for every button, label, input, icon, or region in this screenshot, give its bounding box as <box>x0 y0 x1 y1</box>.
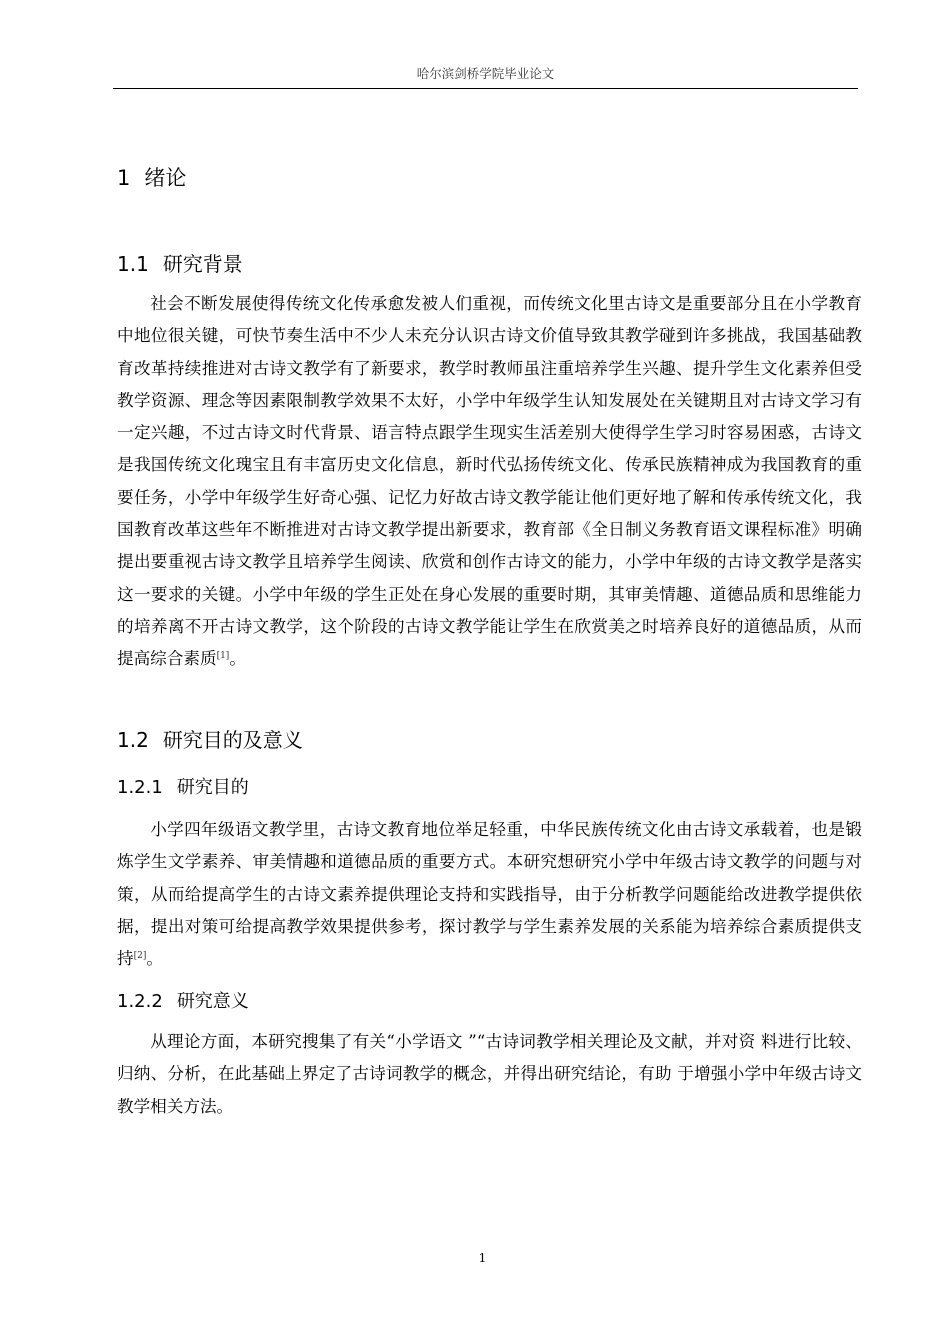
citation: [2] <box>133 951 147 962</box>
paragraph-end: 。 <box>229 649 246 669</box>
paragraph-text: 社会不断发展使得传统文化传承愈发被人们重视，而传统文化里古诗文是重要部分且在小学教育中地位很关键，可快节奏生活中不少人未充分认识古诗文价值导致其教学碰到许多挑战，我国基础教育改革持续推进对古诗文教学有了新要求，教学时教师虽注重培养学生兴趣、提升学生文化素养但受教学资源、理念等因素限制教学效果不太好，小学中年级学生认知发展处在关键期且对古诗文学习有一定兴趣，不过古诗文时代背景、语言特点跟学生现实生活差别大使得学生学习时容易困惑，古诗文是我国传统文化瑰宝且有丰富历史文化信息，新时代弘扬传统文化、传承民族精神成为我国教育的重要任务，小学中年级学生好奇心强、记忆力好故古诗文教学能让他们更好地了解和传承传统文化，我国教育改革这些年不断推进对古诗文教学提出新要求，教育部《全日制义务教育语文课程标准》明确提出要重视古诗文教学且培养学生阅读、欣赏和创作古诗文的能力，小学中年级的古诗文教学是落实这一要求的关键。小学中年级的学生正处在身心发展的重要时期，其审美情趣、道德品质和思维能力的培养离不开古诗文教学，这个阶段的古诗文教学能让学生在欣赏美之时培养良好的道德品质，从而提高综合素质 <box>117 294 862 669</box>
paragraph-significance <box>117 1026 862 1123</box>
subsection-heading-1-2-1 <box>117 773 249 799</box>
paragraph-text: 小学四年级语文教学里，古诗文教育地位举足轻重，中华民族传统文化由古诗文承载着，也是锻炼学生文学素养、审美情趣和道德品质的重要方式。本研究想研究小学中年级古诗文教学的问题与对策，从而给提高学生的古诗文素养提供理论支持和实践指导，由于分析教学问题能给改进教学提供依据，提出对策可给提高教学效果提供参考，探讨教学与学生素养发展的关系能为培养综合素质提供支持 <box>117 820 862 969</box>
section-number: 1.2 <box>117 728 149 752</box>
page-number: 1 <box>478 1250 487 1265</box>
chapter-title: 绪论 <box>144 166 187 190</box>
paragraph-text: 从理论方面，本研究搜集了有关“小学语文 ”“古诗词教学相关理论及文献，并对资 料进行比较、归纳、分析，在此基础上界定了古诗词教学的概念，并得出研究结论，有助 于增强小学中年级古诗文教学相关方法。 <box>117 1032 862 1116</box>
citation: [1] <box>216 651 230 662</box>
page-header <box>113 64 858 89</box>
subsection-title: 研究意义 <box>176 991 249 1012</box>
section-heading-1-1 <box>117 248 243 277</box>
header-title: 哈尔滨剑桥学院毕业论文 <box>416 66 555 81</box>
paragraph-background <box>117 288 862 676</box>
paragraph-end: 。 <box>146 949 163 969</box>
subsection-title: 研究目的 <box>176 777 249 798</box>
section-title: 研究目的及意义 <box>162 728 303 752</box>
subsection-number: 1.2.2 <box>117 991 163 1012</box>
subsection-number: 1.2.1 <box>117 777 163 798</box>
section-number: 1.1 <box>117 252 149 276</box>
paragraph-purpose <box>117 814 862 975</box>
subsection-heading-1-2-2 <box>117 987 249 1013</box>
chapter-heading <box>117 162 186 192</box>
section-title: 研究背景 <box>162 252 243 276</box>
chapter-number: 1 <box>117 166 131 190</box>
section-heading-1-2 <box>117 724 303 753</box>
